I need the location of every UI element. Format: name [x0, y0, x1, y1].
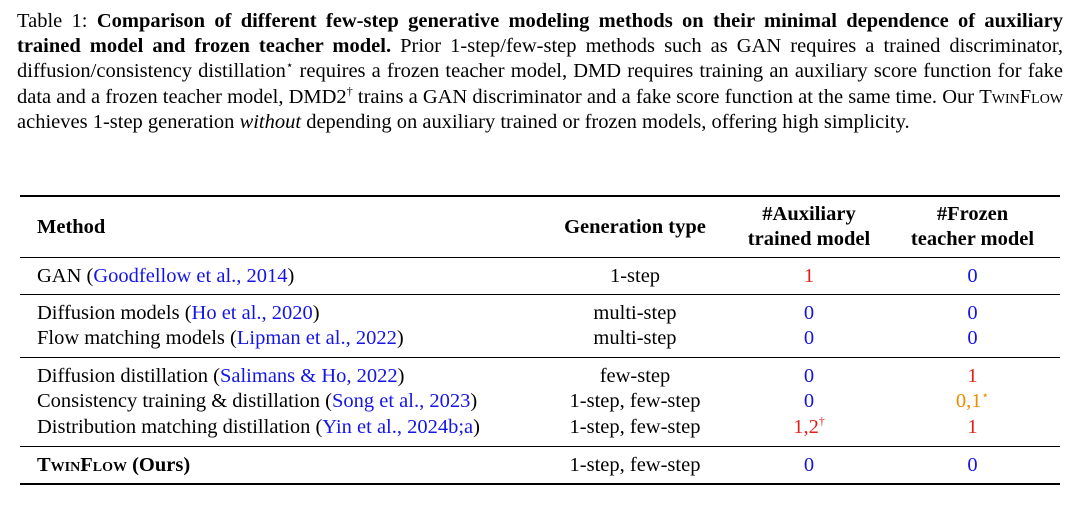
- row-frozen-value: [895, 264, 1050, 288]
- frozen-value-text: 1: [967, 416, 978, 438]
- frozen-value-text: 0: [967, 265, 978, 287]
- row-method: Diffusion distillation (Salimans & Ho, 2022): [37, 365, 405, 387]
- row-aux-value: [735, 326, 883, 350]
- row-aux-value: [735, 264, 883, 288]
- method-name: Consistency training & distillation: [37, 390, 320, 412]
- citation-link[interactable]: Song et al., 2023: [331, 390, 471, 412]
- row-method: Distribution matching distillation (Yin et al., 2024b;a): [37, 416, 480, 438]
- caption-text-4: achieves 1-step generation: [17, 110, 235, 133]
- row-method: Diffusion models (Ho et al., 2020): [37, 302, 320, 324]
- caption-twinflow: TwinFlow: [979, 85, 1064, 108]
- citation-link[interactable]: Lipman et al., 2022: [236, 327, 397, 349]
- aux-value-text: 0: [803, 365, 815, 387]
- row-generation-type: multi-step: [593, 327, 677, 349]
- ours-frozen-value: 0: [967, 454, 978, 476]
- citation-link[interactable]: Yin et al., 2024b;a: [322, 416, 474, 438]
- row-frozen-value: [895, 364, 1050, 388]
- header-auxiliary-line1: #Auxiliary: [762, 203, 856, 225]
- caption-label: Table 1:: [17, 10, 88, 32]
- method-name: GAN: [37, 265, 82, 287]
- citation-link[interactable]: Ho et al., 2020: [191, 302, 313, 324]
- caption-text-2: requires a frozen teacher model, DMD requires training an auxiliary score function for fake data and a frozen teacher model, DMD2: [17, 60, 1064, 108]
- row-frozen-value: [895, 415, 1050, 439]
- caption-dagger: †: [346, 83, 353, 98]
- ours-aux-value: 0: [803, 454, 815, 476]
- row-method: GAN (Goodfellow et al., 2014): [37, 265, 295, 287]
- ours-suffix: (Ours): [132, 454, 191, 476]
- method-name: Diffusion models: [37, 302, 180, 324]
- method-name: Flow matching models: [37, 327, 225, 349]
- aux-value-dagger: †: [818, 414, 825, 429]
- header-frozen-line1: #Frozen: [936, 203, 1009, 225]
- caption-text-3: trains a GAN discriminator and a fake score function at the same time. Our: [357, 85, 975, 108]
- ours-generation-type: 1-step, few-step: [569, 454, 701, 476]
- frozen-value-text: 1: [967, 365, 978, 387]
- caption-text-5: depending on auxiliary trained or frozen models, offering high simplicity.: [306, 110, 910, 133]
- row-aux-value: [735, 415, 883, 439]
- header-auxiliary: [735, 202, 883, 252]
- ours-method: [37, 453, 190, 477]
- group-rule: [20, 446, 1060, 447]
- row-aux-value: [735, 301, 883, 325]
- row-generation-type: few-step: [599, 365, 671, 387]
- frozen-value-star: ⋆: [981, 388, 990, 403]
- group-rule: [20, 357, 1060, 358]
- citation-link[interactable]: Salimans & Ho, 2022: [219, 365, 398, 387]
- row-method: Consistency training & distillation (Song et al., 2023): [37, 390, 478, 412]
- header-frozen-line2: teacher model: [910, 228, 1035, 250]
- method-name: Diffusion distillation: [37, 365, 209, 387]
- table-caption: [17, 9, 1063, 135]
- citation-link[interactable]: Goodfellow et al., 2014: [93, 265, 288, 287]
- header-auxiliary-line2: trained model: [747, 228, 871, 250]
- header-generation-type: Generation type: [564, 216, 706, 238]
- ours-name: TwinFlow: [37, 454, 127, 476]
- frozen-value-text: 0: [967, 302, 978, 324]
- row-generation-type: 1-step: [609, 265, 661, 287]
- header-method: Method: [37, 216, 106, 238]
- caption-star: ⋆: [285, 58, 294, 73]
- bottom-rule: [20, 483, 1060, 485]
- caption-title: Comparison of different few-step generative modeling methods on their minimal dependence of auxiliary trained model and frozen teacher model.: [17, 10, 1063, 58]
- aux-value-text: 1: [803, 265, 815, 287]
- aux-value-text: 0: [803, 302, 815, 324]
- method-name: Distribution matching distillation: [37, 416, 311, 438]
- group-rule: [20, 294, 1060, 295]
- row-generation-type: multi-step: [593, 302, 677, 324]
- frozen-value-text: 0,1: [955, 390, 982, 412]
- aux-value-text: 0: [803, 327, 815, 349]
- caption-text-1: Prior 1-step/few-step methods such as GAN requires a trained discriminator, diffusion/consistency distillation: [17, 35, 1064, 83]
- header-rule: [20, 257, 1060, 258]
- row-generation-type: 1-step, few-step: [569, 416, 701, 438]
- aux-value-text: 1,2: [793, 416, 819, 438]
- row-frozen-value: [895, 301, 1050, 325]
- row-frozen-value: [895, 389, 1050, 413]
- top-rule: [20, 195, 1060, 197]
- row-frozen-value: [895, 326, 1050, 350]
- row-method: Flow matching models (Lipman et al., 2022): [37, 327, 404, 349]
- row-generation-type: 1-step, few-step: [569, 390, 701, 412]
- caption-emph: without: [239, 110, 302, 133]
- row-aux-value: [735, 389, 883, 413]
- row-aux-value: [735, 364, 883, 388]
- frozen-value-text: 0: [967, 327, 978, 349]
- header-frozen: [895, 202, 1050, 252]
- aux-value-text: 0: [803, 390, 815, 412]
